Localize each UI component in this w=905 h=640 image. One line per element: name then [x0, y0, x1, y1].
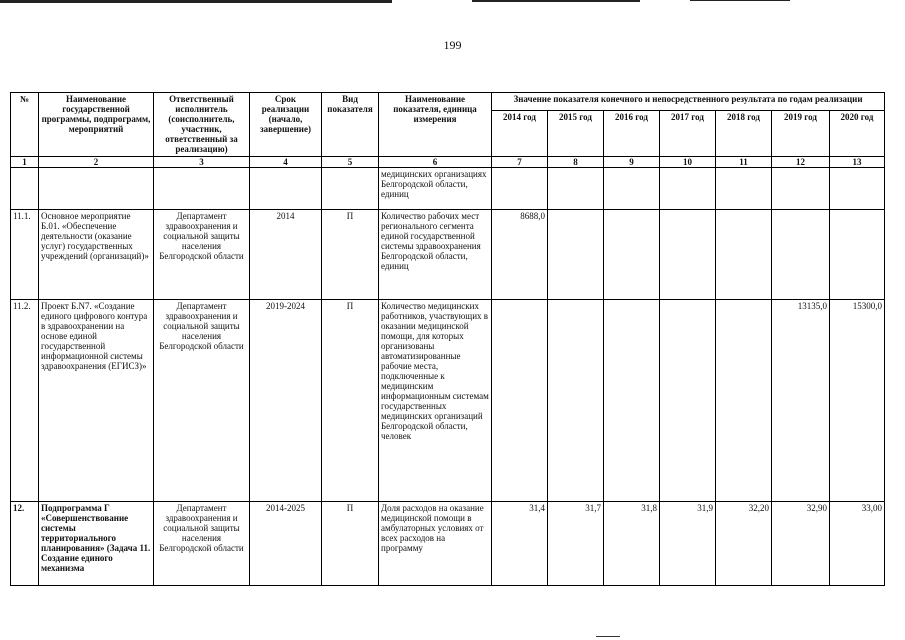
- header-year: 2019 год: [772, 111, 830, 157]
- header-indicator-type: Вид показателя: [322, 93, 379, 157]
- row-value: [830, 210, 885, 300]
- row-value: [830, 168, 885, 210]
- row-indicator-name: медицинских организациях Белгородской области, единиц: [379, 168, 492, 210]
- table-row: [11, 502, 885, 586]
- column-number: 1: [11, 157, 39, 168]
- header-values-group: Значение показателя конечного и непосредственного результата по годам реализации: [492, 93, 885, 111]
- header-year: 2014 год: [492, 111, 548, 157]
- row-executor: [154, 168, 250, 210]
- row-program-name: Основное мероприятие Б.01. «Обеспечение деятельности (оказание услуг) государственных учреждений (организаций)»: [39, 210, 154, 300]
- row-value: [492, 300, 548, 502]
- column-number: 5: [322, 157, 379, 168]
- row-value: [604, 300, 660, 502]
- row-value: [716, 300, 772, 502]
- row-value: 13135,0: [772, 300, 830, 502]
- row-program-name: Подпрограмма Г «Совершенствование системы территориального планирования» (Задача 11. Создание единого механизма: [39, 502, 154, 586]
- column-number-row: [11, 157, 885, 168]
- table-row: [11, 168, 885, 210]
- column-number: 4: [250, 157, 322, 168]
- row-value: 8688,0: [492, 210, 548, 300]
- page-bottom-mark: [596, 636, 620, 637]
- row-executor: Департамент здравоохранения и социальной защиты населения Белгородской области: [154, 300, 250, 502]
- row-term: 2014-2025: [250, 502, 322, 586]
- row-number: 12.: [11, 502, 39, 586]
- row-indicator-type: [322, 168, 379, 210]
- column-number: 2: [39, 157, 154, 168]
- column-number: 11: [716, 157, 772, 168]
- row-value: [604, 210, 660, 300]
- row-indicator-type: П: [322, 502, 379, 586]
- header-year: 2016 год: [604, 111, 660, 157]
- row-value: 32,90: [772, 502, 830, 586]
- row-value: 31,8: [604, 502, 660, 586]
- row-value: [772, 168, 830, 210]
- row-value: [548, 168, 604, 210]
- row-term: 2019-2024: [250, 300, 322, 502]
- header-number: №: [11, 93, 39, 157]
- column-number: 9: [604, 157, 660, 168]
- row-value: [492, 168, 548, 210]
- header-year: 2017 год: [660, 111, 716, 157]
- row-executor: Департамент здравоохранения и социальной защиты населения Белгородской области: [154, 210, 250, 300]
- row-term: 2014: [250, 210, 322, 300]
- row-value: [716, 168, 772, 210]
- row-value: [660, 210, 716, 300]
- row-indicator-name: Количество медицинских работников, участвующих в оказании медицинской помощи, для которых организованы автоматизированные рабочие места, подключенные к медицинским информационным системам государственных медицинских организаций Белгородской области, человек: [379, 300, 492, 502]
- table-row: [11, 300, 885, 502]
- row-indicator-name: Количество рабочих мест регионального сегмента единой государственной системы здравоохранения Белгородской области, единиц: [379, 210, 492, 300]
- program-indicators-table: [10, 92, 885, 586]
- header-year: 2018 год: [716, 111, 772, 157]
- column-number: 10: [660, 157, 716, 168]
- row-value: [716, 210, 772, 300]
- column-number: 8: [548, 157, 604, 168]
- row-indicator-type: П: [322, 210, 379, 300]
- row-value: 31,7: [548, 502, 604, 586]
- table-row: [11, 210, 885, 300]
- row-value: 33,00: [830, 502, 885, 586]
- row-value: 15300,0: [830, 300, 885, 502]
- row-program-name: [39, 168, 154, 210]
- row-number: 11.1.: [11, 210, 39, 300]
- header-executor: Ответственный исполнитель (соисполнитель, участник, ответственный за реализацию): [154, 93, 250, 157]
- row-value: [548, 210, 604, 300]
- header-year: 2015 год: [548, 111, 604, 157]
- row-value: 32,20: [716, 502, 772, 586]
- row-program-name: Проект Б.N7. «Создание единого цифрового контура в здравоохранении на основе единой государственной информационной системы здравоохранения (ЕГИСЗ)»: [39, 300, 154, 502]
- row-term: [250, 168, 322, 210]
- row-executor: Департамент здравоохранения и социальной защиты населения Белгородской области: [154, 502, 250, 586]
- column-number: 13: [830, 157, 885, 168]
- top-border-segment: [0, 0, 392, 3]
- row-indicator-type: П: [322, 300, 379, 502]
- column-number: 3: [154, 157, 250, 168]
- row-value: [660, 300, 716, 502]
- top-border-segment: [690, 0, 790, 1]
- page-top-border: [0, 0, 905, 3]
- header-program-name: Наименование государственной программы, подпрограмм, мероприятий: [39, 93, 154, 157]
- row-value: 31,9: [660, 502, 716, 586]
- header-term: Срок реализации (начало, завершение): [250, 93, 322, 157]
- header-year: 2020 год: [830, 111, 885, 157]
- row-number: [11, 168, 39, 210]
- row-value: 31,4: [492, 502, 548, 586]
- page-number: 199: [443, 38, 462, 52]
- row-indicator-name: Доля расходов на оказание медицинской помощи в амбулаторных условиях от всех расходов на программу: [379, 502, 492, 586]
- column-number: 6: [379, 157, 492, 168]
- row-value: [772, 210, 830, 300]
- header-indicator-name: Наименование показателя, единица измерения: [379, 93, 492, 157]
- row-value: [548, 300, 604, 502]
- top-border-segment: [472, 0, 640, 2]
- row-value: [604, 168, 660, 210]
- row-value: [660, 168, 716, 210]
- column-number: 12: [772, 157, 830, 168]
- column-number: 7: [492, 157, 548, 168]
- row-number: 11.2.: [11, 300, 39, 502]
